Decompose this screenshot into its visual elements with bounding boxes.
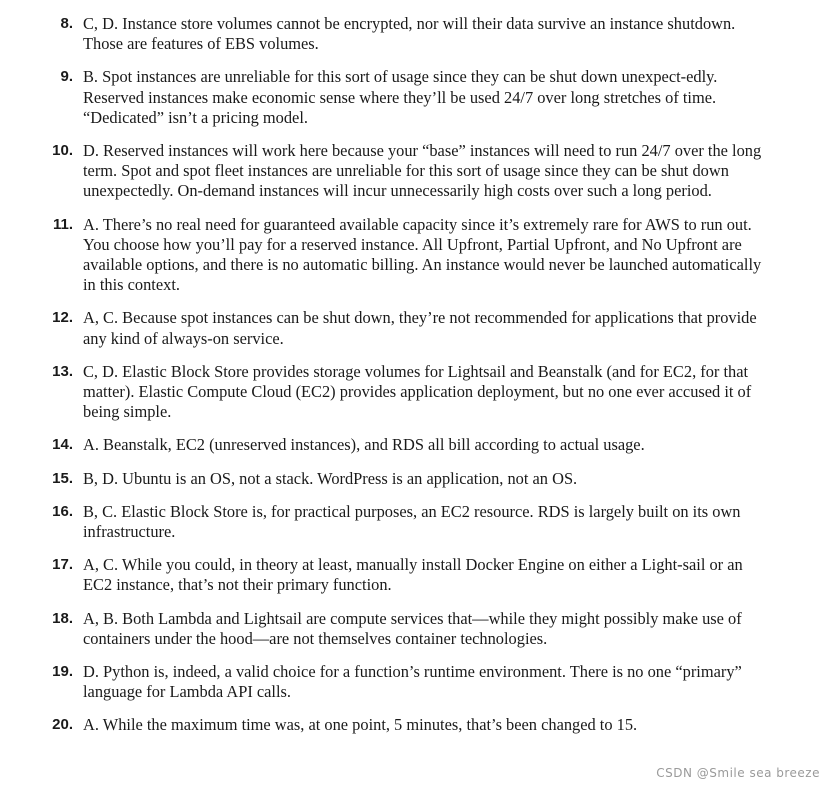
answer-number: 20. [52,716,73,734]
answer-number: 8. [60,15,73,32]
answer-text: C, D. Instance store volumes cannot be encrypted, nor will their data survive an instance shutdown. Those are features of EBS volumes. [83,14,736,54]
answer-item [0,715,834,735]
watermark: CSDN @Smile sea breeze [656,766,820,780]
answer-item [0,469,834,489]
answer-number: 14. [52,436,73,454]
answer-text: B, D. Ubuntu is an OS, not a stack. WordPress is an application, not an OS. [83,468,578,488]
answer-text: A, C. While you could, in theory at least, manually install Docker Engine on either a Light-sail or an EC2 instance, that’s not their primary function. [83,555,743,595]
answer-text: A, B. Both Lambda and Lightsail are compute services that—while they might possibly make use of containers under the hood—are not themselves container technologies. [83,608,742,648]
answer-list [0,14,834,749]
answer-number: 19. [52,663,73,681]
answer-text: A. Beanstalk, EC2 (unreserved instances), and RDS all bill according to actual usage. [83,435,645,455]
answer-text: A. There’s no real need for guaranteed available capacity since it’s extremely rare for AWS to run out. You choose how you’ll pay for a reserved instance. All Upfront, Partial Upfront, and No Upfront are available options, and there is no automatic billing. An instance would never be launched automatically in this context. [83,214,762,295]
answer-item [0,67,834,128]
answer-text: D. Python is, indeed, a valid choice for a function’s runtime environment. There is no one “primary” language for Lambda API calls. [83,662,742,702]
answer-text: B, C. Elastic Block Store is, for practical purposes, an EC2 resource. RDS is largely built on its own infrastructure. [83,501,741,542]
answer-number: 15. [52,469,73,487]
answer-number: 10. [52,142,73,160]
answer-item [0,141,834,202]
answer-number: 16. [52,502,73,520]
answer-number: 12. [52,309,73,327]
answer-item [0,308,834,348]
answer-item [0,362,834,423]
answer-item [0,215,834,296]
answer-item [0,435,834,455]
answer-item [0,609,834,649]
answer-text: A, C. Because spot instances can be shut down, they’re not recommended for applications that provide any kind of always-on service. [83,308,757,348]
answer-number: 13. [52,362,73,380]
answer-text: A. While the maximum time was, at one point, 5 minutes, that’s been changed to 15. [83,715,638,735]
answer-number: 17. [52,556,73,574]
answer-item [0,662,834,702]
answer-number: 18. [52,609,73,627]
answer-item [0,502,834,542]
answer-item [0,14,834,54]
answer-number: 11. [52,215,73,233]
answer-number: 9. [60,68,73,86]
answer-text: C, D. Elastic Block Store provides storage volumes for Lightsail and Beanstalk (and for EC2, for that matter). Elastic Compute Cloud (EC2) provides application deployment, but no one ever accused it of being simple. [83,361,752,422]
answer-item [0,555,834,595]
answer-text: D. Reserved instances will work here because your “base” instances will need to run 24/7 over the long term. Spot and spot fleet instances are unreliable for this sort of usage since they can be shut down unexpectedly. On-demand instances will incur unnecessarily high costs over such a long period. [83,141,762,201]
answer-text: B. Spot instances are unreliable for this sort of usage since they can be shut down unexpect-edly. Reserved instances make economic sense where they’ll be used 24/7 over long stretches of time. “Dedicated” isn’t a pricing model. [83,67,718,127]
